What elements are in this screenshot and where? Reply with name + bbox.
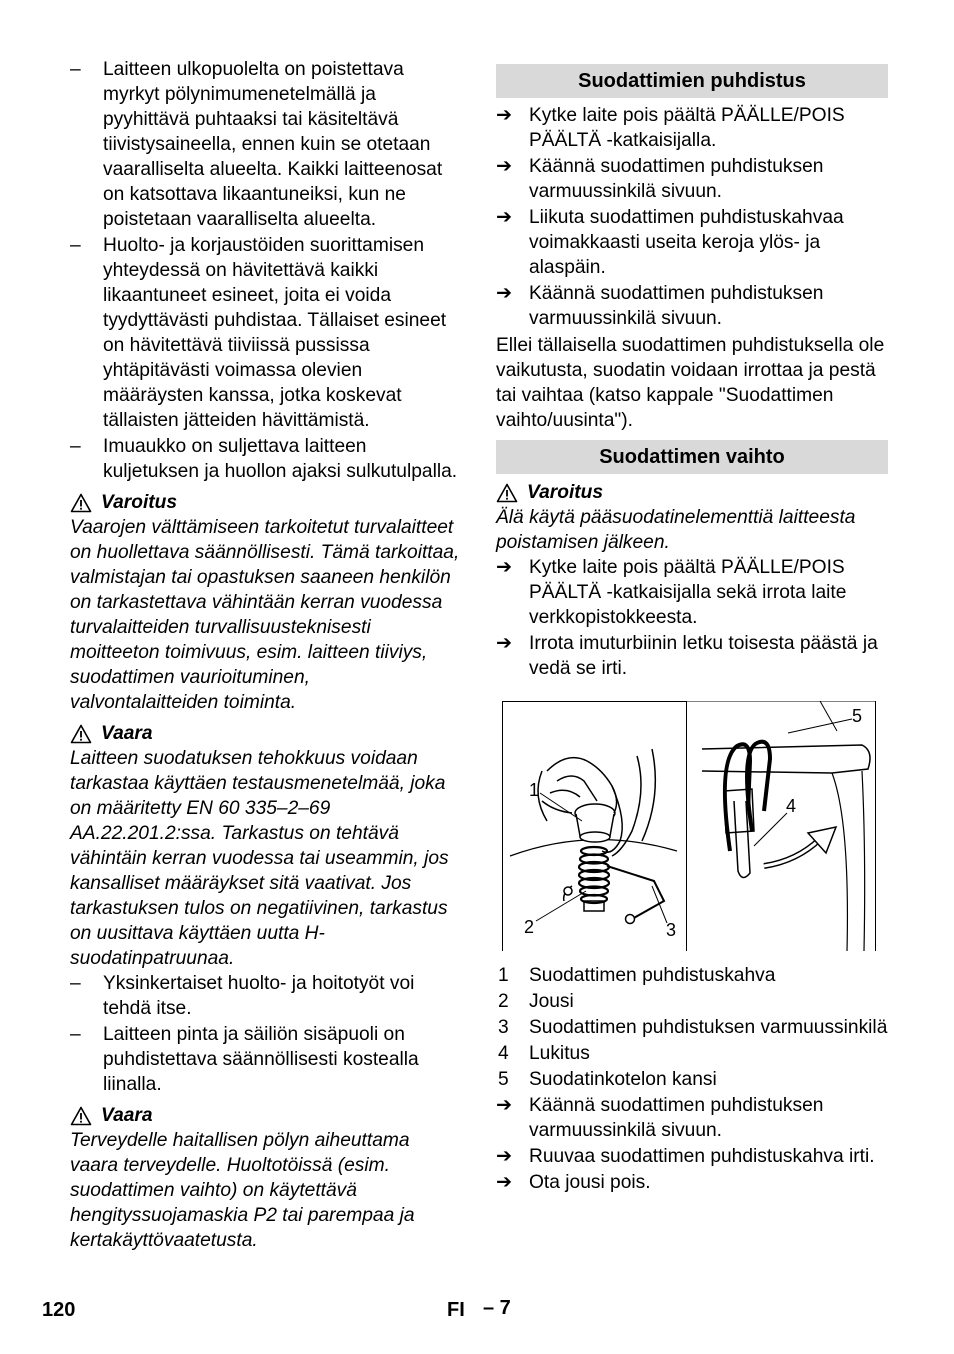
step-text: Käännä suodattimen puhdistuksen varmuussinkilä sivuun. — [529, 283, 824, 329]
step-text: Ruuvaa suodattimen puhdistuskahva irti. — [529, 1146, 875, 1167]
figure-label-4: 4 — [786, 796, 797, 816]
figure-label-1: 1 — [529, 780, 540, 800]
legend-number: 3 — [498, 1017, 509, 1038]
dash-bullet: – — [70, 59, 81, 80]
step-text: Kytke laite pois päältä PÄÄLLE/POIS PÄÄLTÄ -katkaisijalla sekä irrota laite verkkopistokkeesta. — [529, 557, 847, 628]
page-number: 120 — [42, 1299, 76, 1321]
leader-line-2 — [536, 891, 586, 921]
list-item — [70, 434, 462, 484]
legend-text: Jousi — [529, 991, 574, 1012]
arrow-right-icon: ➔ — [496, 156, 513, 177]
dash-bullet: – — [70, 436, 81, 457]
legend-text: Suodatinkotelon kansi — [529, 1069, 717, 1090]
figure-label-5: 5 — [852, 706, 863, 726]
list-item — [70, 1022, 462, 1097]
step-item — [496, 205, 888, 280]
warning-text: Älä käytä pääsuodatinelementtiä laitteesta poistamisen jälkeen. — [496, 507, 856, 553]
section-heading: Suodattimen vaihto — [496, 440, 888, 474]
warning-triangle-icon — [70, 724, 92, 744]
legend-text: Suodattimen puhdistuskahva — [529, 965, 776, 986]
list-item-text: Yksinkertaiset huolto- ja hoitotyöt voi tehdä itse. — [103, 973, 415, 1019]
legend-item — [496, 1041, 888, 1066]
arrow-right-icon: ➔ — [496, 283, 513, 304]
danger-title: Vaara — [101, 723, 153, 744]
legend-item — [496, 1015, 888, 1040]
step-text: Liikuta suodattimen puhdistuskahvaa voimakkaasti useita keroja ylös- ja alaspäin. — [529, 207, 844, 278]
step-item — [496, 103, 888, 153]
warning-triangle-icon — [496, 483, 518, 503]
step-text: Käännä suodattimen puhdistuksen varmuussinkilä sivuun. — [529, 156, 824, 202]
legend-number: 5 — [498, 1069, 509, 1090]
paragraph: Ellei tällaisella suodattimen puhdistuksella ole vaikutusta, suodatin voidaan irrottaa ja pestä tai vaihtaa (katso kappale "Suodattimen vaihto/uusinta"). — [496, 335, 885, 431]
legend-item — [496, 963, 888, 988]
danger-heading — [70, 721, 462, 746]
danger-text: Terveydelle haitallisen pölyn aiheuttama vaara terveydelle. Huoltotöissä (esim. suodattimen vaihto) on käytettävä hengityssuojamaskia P2 tai parempaa ja kertakäyttövaatetusta. — [70, 1130, 415, 1251]
cleaning-handle-drawing — [575, 804, 615, 842]
step-text: Irrota imuturbiinin letku toisesta päästä ja vedä se irti. — [529, 633, 878, 679]
warning-title: Varoitus — [527, 482, 604, 503]
danger-title: Vaara — [101, 1105, 153, 1126]
legend-number: 2 — [498, 991, 509, 1012]
legend-item — [496, 989, 888, 1014]
step-item — [496, 1144, 888, 1169]
dash-bullet: – — [70, 973, 81, 994]
arrow-right-icon: ➔ — [496, 557, 513, 578]
arrow-right-icon: ➔ — [496, 633, 513, 654]
warning-triangle-icon — [70, 1106, 92, 1126]
section-page-number: – 7 — [483, 1297, 511, 1319]
step-text: Kytke laite pois päältä PÄÄLLE/POIS PÄÄLTÄ -katkaisijalla. — [529, 105, 845, 151]
curved-arrow-icon — [764, 839, 820, 866]
step-text: Käännä suodattimen puhdistuksen varmuussinkilä sivuun. — [529, 1095, 824, 1141]
warning-title: Varoitus — [101, 492, 178, 513]
spring-drawing — [579, 847, 609, 911]
step-item — [496, 154, 888, 204]
safety-clip-drawing — [607, 866, 664, 919]
legend-number: 4 — [498, 1043, 509, 1064]
step-item — [496, 1093, 888, 1143]
leader-line-4 — [754, 813, 787, 846]
warning-triangle-icon — [70, 493, 92, 513]
list-item — [70, 971, 462, 1021]
list-item — [70, 57, 462, 232]
danger-heading — [70, 1103, 462, 1128]
list-item — [70, 233, 462, 433]
step-item — [496, 555, 888, 630]
left-column — [70, 57, 462, 1253]
list-item-text: Huolto- ja korjaustöiden suorittamisen yhteydessä on hävitettävä kaikki likaantuneet esineet, joita ei voida tyydyttävästi puhdistaa. Tällaiset esineet on hävitettävä tiiviissä pussissa yhtäpitävästi voimassa olevien määräysten kanssa, jotka koskevat tällaisten jätteiden hävittämistä. — [103, 235, 447, 431]
warning-text: Vaarojen välttämiseen tarkoitetut turvalaitteet on huollettava säännöllisesti. Tämä tarkoittaa, valmistajan tai opastuksen saaneen henkilön on tarkastettava vähintään kerran vuodessa turvalaitteiden turvallisuusteknisesti moitteeton toimivuus, esim. laitteen tiiviys, suodattimen vaurioituminen, valvontalaitteiden toiminta. — [70, 517, 460, 713]
step-text: Ota jousi pois. — [529, 1172, 651, 1193]
legend-item — [496, 1067, 888, 1092]
legend-text: Lukitus — [529, 1043, 590, 1064]
step-item — [496, 1170, 888, 1195]
arrow-right-icon: ➔ — [496, 105, 513, 126]
leader-line-1 — [540, 793, 582, 821]
arrow-right-icon: ➔ — [496, 1172, 513, 1193]
figure-illustration — [502, 701, 876, 957]
list-item-text: Laitteen ulkopuolelta on poistettava myrkyt pölynimumenetelmällä ja pyyhittävä puhtaaksi tai käsiteltävä tiivistysaineella, ennen kuin se otetaan vaaralliselta alueelta. Kaikki laitteenosat on katsottava likaantuneiksi, kun ne poistetaan vaaralliselta alueelta. — [103, 59, 443, 230]
warning-heading — [496, 480, 888, 505]
arrow-right-icon: ➔ — [496, 207, 513, 228]
arrow-right-icon: ➔ — [496, 1146, 513, 1167]
figure-label-2: 2 — [524, 917, 535, 937]
legend-text: Suodattimen puhdistuksen varmuussinkilä — [529, 1017, 888, 1038]
figure-label-3: 3 — [666, 920, 677, 940]
leader-line-5 — [788, 719, 852, 733]
language-code: FI — [447, 1299, 465, 1321]
dash-bullet: – — [70, 235, 81, 256]
list-item-text: Laitteen pinta ja säiliön sisäpuoli on puhdistettava säännöllisesti kostealla liinalla. — [103, 1024, 419, 1095]
warning-heading — [70, 490, 462, 515]
legend-number: 1 — [498, 965, 509, 986]
filter-cleaning-figure — [502, 701, 876, 957]
arrow-right-icon: ➔ — [496, 1095, 513, 1116]
dash-bullet: – — [70, 1024, 81, 1045]
section-heading: Suodattimien puhdistus — [496, 64, 888, 98]
danger-text: Laitteen suodatuksen tehokkuus voidaan tarkastaa käyttäen testausmenetelmää, joka on määritetty EN 60 335–2–69 AA.22.201.2:ssa. Tarkastus on tehtävä vähintäin kerran vuodessa tai useammin, jos kansalliset määräykset sitä vaativat. Jos tarkastuksen tulos on negatiivinen, tarkastus on uusittava käyttäen uutta H-suodatinpatruunaa. — [70, 748, 449, 969]
list-item-text: Imuaukko on suljettava laitteen kuljetuksen ja huollon ajaksi sulkutulpalla. — [103, 436, 458, 482]
right-column — [496, 64, 888, 1196]
step-item — [496, 281, 888, 331]
step-item — [496, 631, 888, 681]
